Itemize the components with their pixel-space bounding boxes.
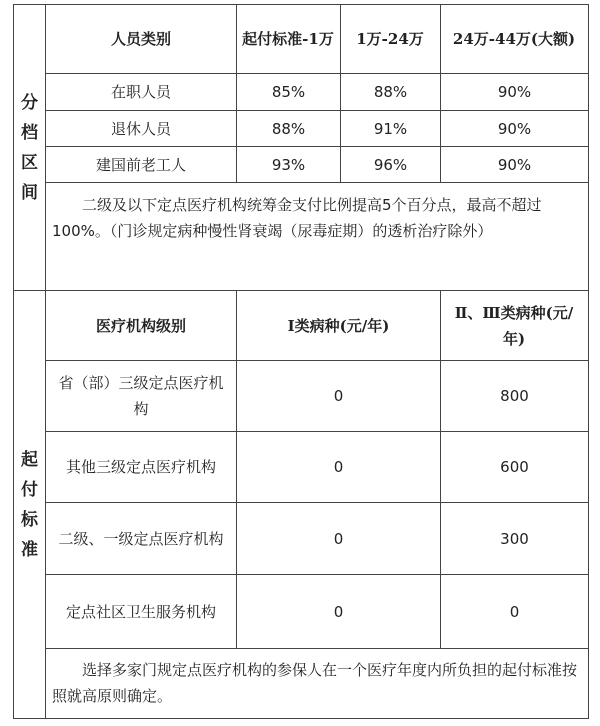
table-cell-rate: 90% [497,119,532,138]
table-cell-rate: 85% [271,83,306,101]
table-cell-amount: 800 [500,387,529,405]
table-cell-rate: 90% [497,155,532,174]
table-cell-amount: 0 [333,458,344,476]
header-class2-3-disease: Ⅱ、Ⅲ类病种(元/年) [454,303,574,348]
table-cell-amount: 0 [509,602,520,621]
table-cell-rate: 88% [373,83,408,101]
section-label-char: 标 [21,509,38,530]
section2-note: 选择多家门规定点医疗机构的参保人在一个医疗年度内所负担的起付标准按照就高原则确定。 [52,661,578,705]
table-cell-rate: 93% [271,155,306,174]
table-cell-rate: 91% [373,119,408,138]
section-label-tiers [14,5,45,290]
section-label-char: 区 [21,152,38,173]
table-cell-amount: 300 [500,529,529,548]
section1-note: 二级及以下定点医疗机构统筹金支付比例提高5个百分点，最高不超过100%。（门诊规定病种慢性肾衰竭（尿毒症期）的透析治疗除外） [52,196,542,240]
table-row-category: 在职人员 [110,83,171,101]
table-cell-rate: 88% [271,119,306,138]
table-cell-rate: 96% [373,155,408,174]
section-label-deductible [14,291,45,718]
table-row-level: 定点社区卫生服务机构 [65,602,216,621]
header-institution-level: 医疗机构级别 [95,316,186,335]
table-row-category: 退休人员 [110,119,171,138]
table-cell-rate: 90% [497,83,532,101]
table-cell-amount: 600 [500,458,529,476]
table-row-level: 其他三级定点医疗机构 [65,458,216,476]
table-row-level: 省（部）三级定点医疗机构 [58,374,224,418]
section-label-char: 准 [21,539,38,560]
table-cell-amount: 0 [333,387,344,405]
section-label-char: 间 [21,182,38,203]
header-deductible-to-10k: 起付标准-1万 [242,30,334,48]
table-cell-amount: 0 [333,529,344,548]
header-class1-disease: Ⅰ类病种(元/年) [287,316,390,335]
section-label-char: 分 [21,92,38,113]
section-label-char: 付 [21,479,38,500]
section-label-char: 档 [21,122,38,143]
header-10k-to-240k: 1万-24万 [356,30,424,48]
header-personnel-category: 人员类别 [110,30,171,48]
section-label-char: 起 [21,449,38,470]
table-cell-amount: 0 [333,602,344,621]
table-row-level: 二级、一级定点医疗机构 [58,529,224,548]
header-240k-to-440k: 24万-44万(大额) [452,30,576,48]
table-row-category: 建国前老工人 [95,155,186,174]
